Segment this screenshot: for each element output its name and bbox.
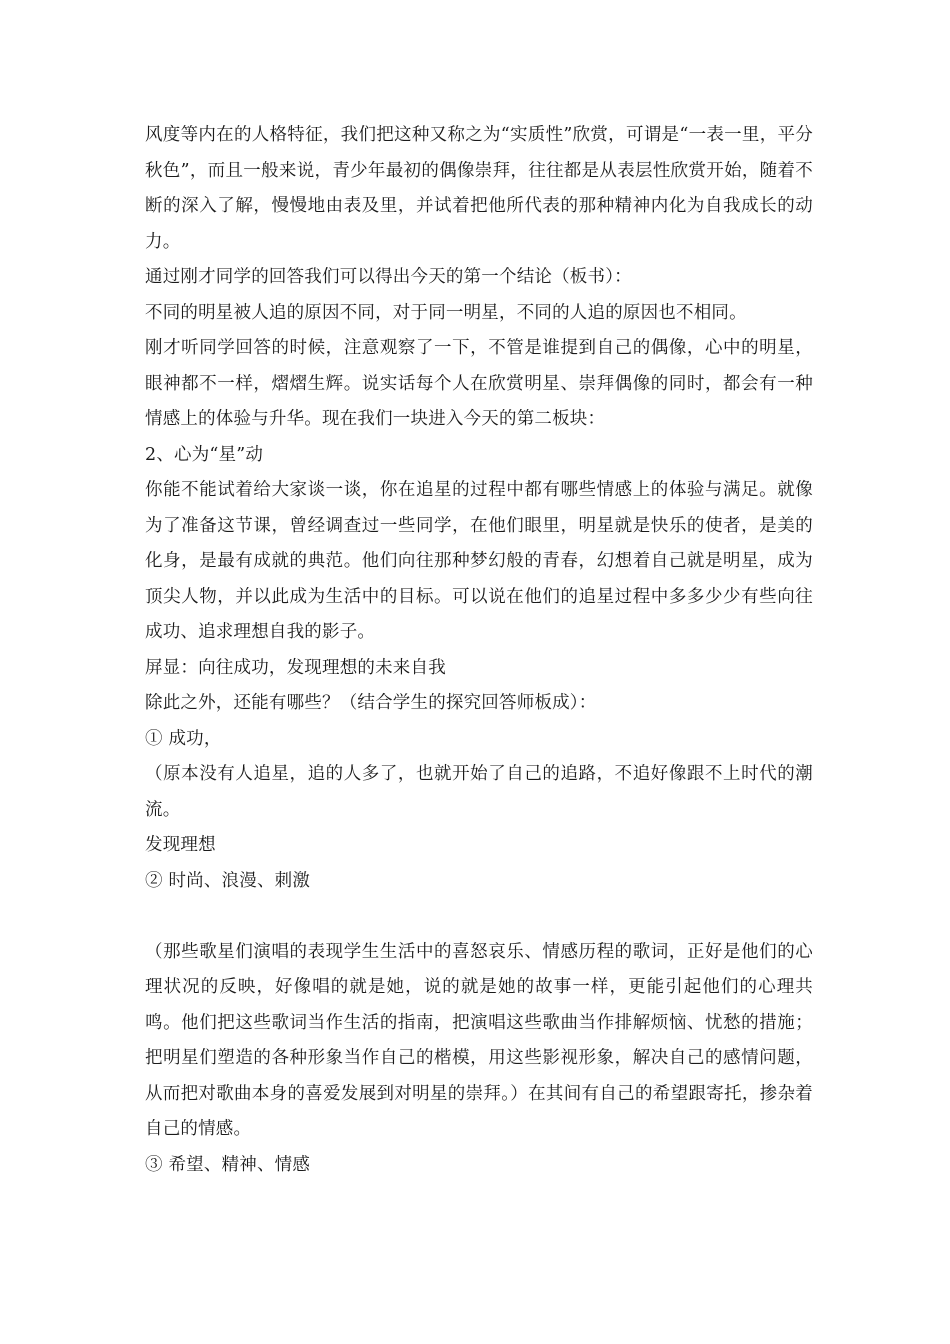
paragraph-trend-note: （原本没有人追星，追的人多了，也就开始了自己的追路，不追好像跟不上时代的潮流。 [145, 764, 813, 820]
paragraph-discover-ideal: 发现理想 [145, 835, 216, 855]
paragraph-question: 除此之外，还能有哪些？（结合学生的探究回答师板成）： [145, 693, 597, 713]
paragraph-song-lyrics: （那些歌星们演唱的表现学生生活中的喜怒哀乐、情感历程的歌词，正好是他们的心理状况的反映，好像唱的就是她，说的就是她的故事一样，更能引起他们的心理共鸣。他们把这些歌词当作生活的指南，把演唱这些歌曲当作排解烦恼、忧愁的措施；把明星们塑造的各种形象当作自己的楷模，用这些影视形象，解决自己的感情问题，从而把对歌曲本身的喜爱发展到对明星的崇拜。）在其间有自己的希望跟寄托，掺杂着自己的情感。 [145, 941, 813, 1139]
paragraph-first-conclusion: 不同的明星被人追的原因不同，对于同一明星，不同的人追的原因也不相同。 [145, 302, 747, 323]
paragraph-screen-display: 屏显：向往成功，发现理想的未来自我 [145, 657, 446, 678]
paragraph-emotional-experience: 你能不能试着给大家谈一谈，你在追星的过程中都有哪些情感上的体验与满足。就像为了准备这节课，曾经调查过一些同学，在他们眼里，明星就是快乐的使者，是美的化身，是最有成就的典范。他们向往那种梦幻般的青春，幻想着自己就是明星，成为顶尖人物，并以此成为生活中的目标。可以说在他们的追星过程中多多少少有些向往成功、追求理想自我的影子。 [145, 480, 813, 642]
paragraph-first-conclusion-intro: 通过刚才同学的回答我们可以得出今天的第一个结论（板书）： [145, 267, 632, 287]
paragraph-trait-appreciation: 风度等内在的人格特征，我们把这种又称之为“实质性”欣赏，可谓是“一表一里，平分秋色”，而且一般来说，青少年最初的偶像崇拜，往往都是从表层性欣赏开始，随着不断的深入了解，慢慢地由表及里，并试着把他所代表的那种精神内化为自我成长的动力。 [145, 125, 813, 252]
blank-line [145, 899, 813, 935]
list-item-success: ① 成功， [145, 728, 222, 749]
list-item-fashion: ② 时尚、浪漫、刺激 [145, 870, 311, 891]
document-body [145, 118, 813, 1183]
paragraph-observation: 刚才听同学回答的时候，注意观察了一下，不管是谁提到自己的偶像，心中的明星，眼神都不一样，熠熠生辉。说实话每个人在欣赏明星、崇拜偶像的同时，都会有一种情感上的体验与升华。现在我们一块进入今天的第二板块： [145, 338, 813, 429]
list-item-hope: ③ 希望、精神、情感 [145, 1154, 311, 1175]
section-heading: 2、心为“星”动 [145, 444, 264, 465]
